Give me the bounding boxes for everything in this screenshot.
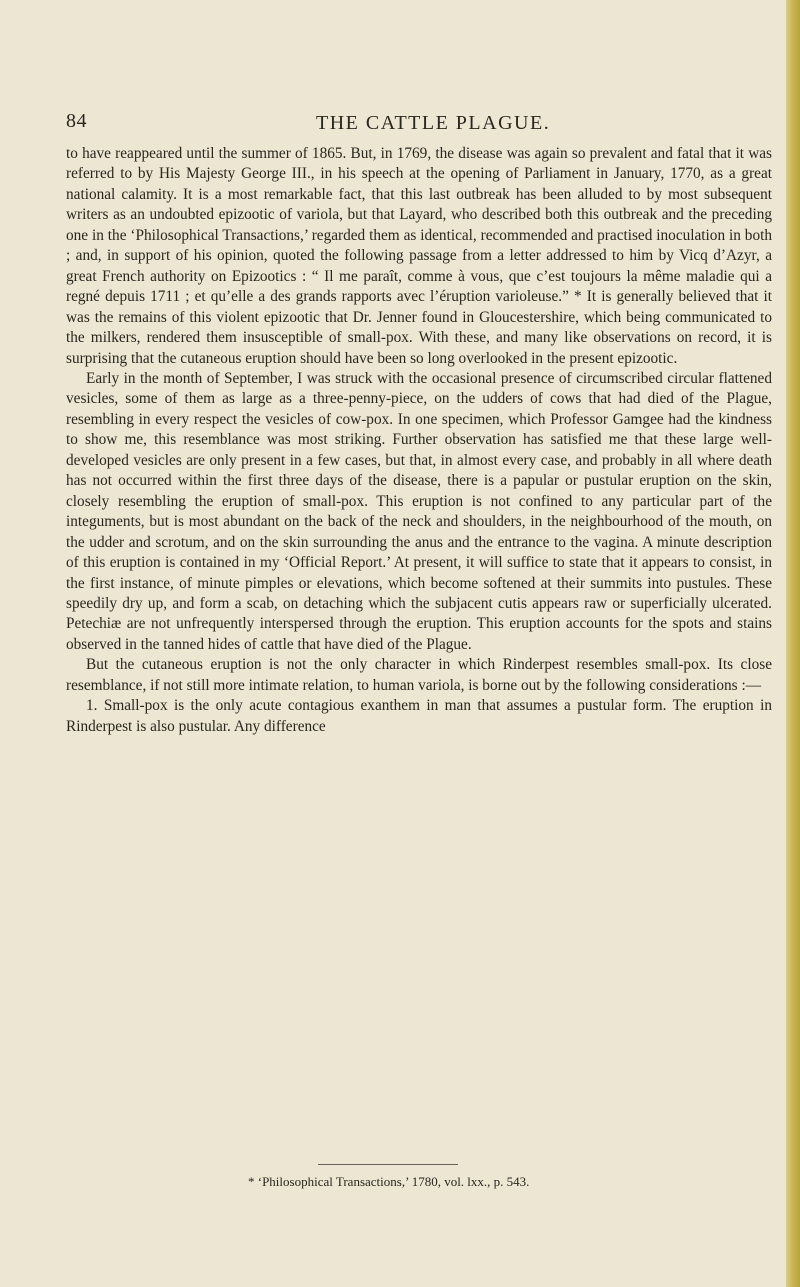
body-text — [66, 144, 772, 737]
paragraph-eruption-observation: Early in the month of September, I was struck with the occasional presence of circumscribed circular flattened vesicles, some of them as large as a three-penny-piece, on the udders of cows that had died of the Plague, resembling in every respect the vesicles of cow-pox. In one specimen, which Professor Gamgee had the kindness to show me, this resemblance was most striking. Further observation has satisfied me that these large well-developed vesicles are only present in a few cases, but that, in almost every case, and probably in all where death has not occurred within the first three days of the disease, there is a papular or pustular eruption on the skin, closely resembling the eruption of small-pox. This eruption is not confined to any particular part of the integuments, but is most abundant on the back of the neck and shoulders, in the neighbourhood of the mouth, on the udder and scrotum, and on the skin surrounding the anus and the entrance to the vagina. A minute description of this eruption is contained in my ‘Official Report.’ At present, it will suffice to state that it appears to consist, in the first instance, of minute pimples or elevations, which become softened at their summits into pustules. These speedily dry up, and form a scab, on detaching which the subjacent cutis appears raw or superficially ulcerated. Petechiæ are not unfrequently interspersed through the eruption. This eruption accounts for the spots and stains observed in the tanned hides of cattle that have died of the Plague. — [66, 369, 772, 653]
footnote: * ‘Philosophical Transactions,’ 1780, vol. lxx., p. 543. — [248, 1174, 530, 1189]
paragraph-resemblance: But the cutaneous eruption is not the only character in which Rinderpest resembles small-pox. Its close resemblance, if not still more intimate relation, to human variola, is borne out by the following considerations :— — [66, 656, 772, 694]
paragraph-consideration-1: 1. Small-pox is the only acute contagious exanthem in man that assumes a pustular form. The eruption in Rinderpest is also pustular. Any difference — [66, 697, 772, 735]
page-edge — [786, 0, 800, 1287]
paragraph-continuation: to have reappeared until the summer of 1865. But, in 1769, the disease was again so prevalent and fatal that it was referred to by His Majesty George III., in his speech at the opening of Parliament in January, 1770, as a great national calamity. It is a most remarkable fact, that this last outbreak has been alluded to by most subsequent writers as an undoubted epizootic of variola, but that Layard, who described both this outbreak and the preceding one in the ‘Philosophical Transactions,’ regarded them as identical, recommended and practised inoculation in both ; and, in support of his opinion, quoted the following passage from a letter addressed to him by Vicq d’Azyr, a great French authority on Epizootics : “ Il me paraît, comme à vous, que c’est toujours la même maladie qui a regné depuis 1711 ; et qu’elle a des grands rapports avec l’éruption varioleuse.” * It is generally believed that it was the remains of this violent epizootic that Dr. Jenner found in Gloucestershire, which being communicated to the milkers, rendered them insusceptible of small-pox. With these, and many like observations on record, it is surprising that the cutaneous eruption should have been so long overlooked in the present epizootic. — [66, 145, 772, 367]
page-number: 84 — [66, 110, 87, 132]
running-title: THE CATTLE PLAGUE. — [316, 112, 551, 134]
footnote-divider — [318, 1164, 458, 1165]
